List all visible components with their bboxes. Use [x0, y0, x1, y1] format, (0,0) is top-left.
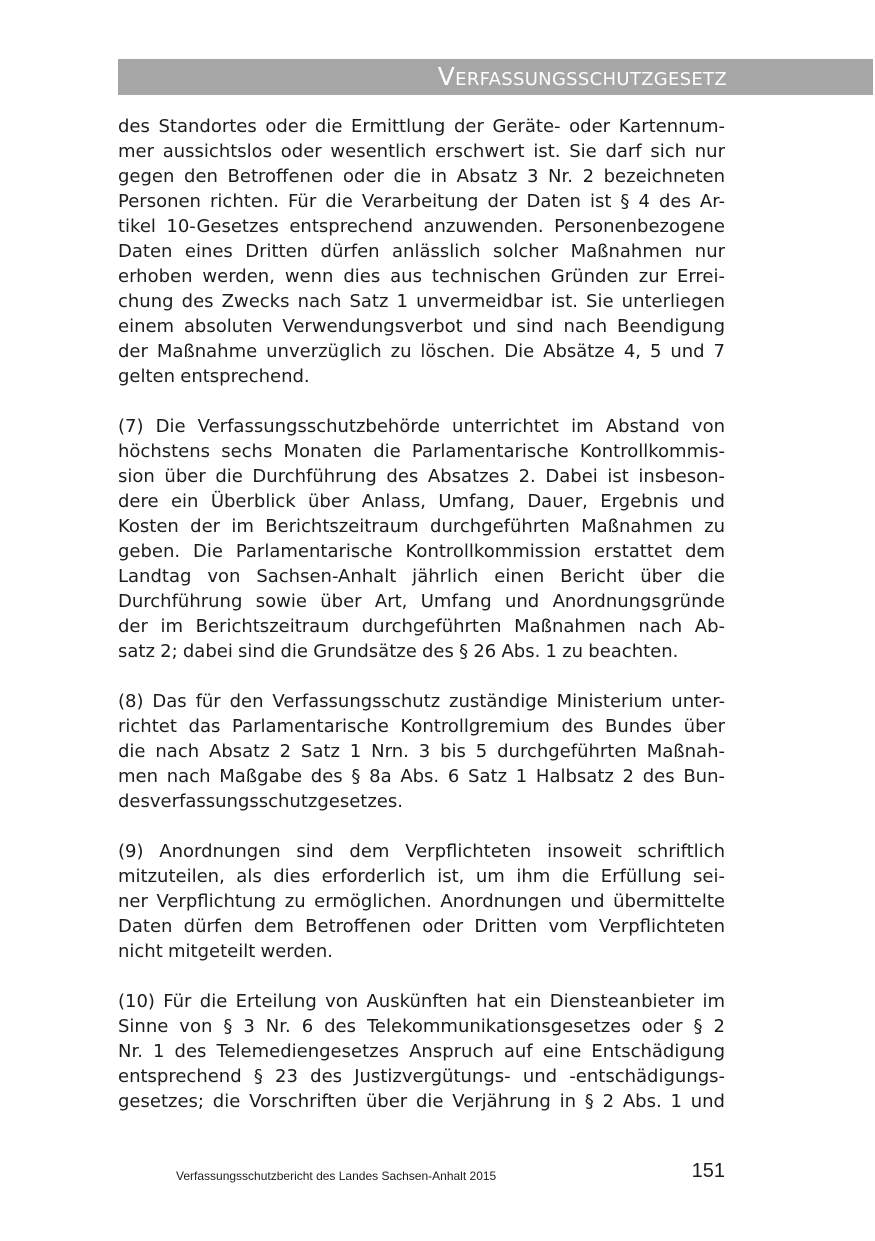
- text-line: Landtag von Sachsen-Anhalt jährlich einen Bericht über die: [118, 566, 725, 587]
- paragraph: [118, 989, 725, 1114]
- text-line: desverfassungsschutzgesetzes.: [118, 791, 403, 812]
- paragraph: [118, 414, 725, 664]
- text-line: richtet das Parlamentarische Kontrollgremium des Bundes über: [118, 716, 725, 737]
- text-line: chung des Zwecks nach Satz 1 unvermeidbar ist. Sie unterliegen: [118, 291, 725, 312]
- text-line: einem absoluten Verwendungsverbot und sind nach Beendigung: [118, 316, 725, 337]
- text-line: höchstens sechs Monaten die Parlamentarische Kontrollkommis-: [118, 441, 725, 462]
- text-line: der Maßnahme unverzüglich zu löschen. Die Absätze 4, 5 und 7: [118, 341, 725, 362]
- text-line: gegen den Betroffenen oder die in Absatz 3 Nr. 2 bezeichneten: [118, 166, 725, 187]
- page-number: 151: [691, 1160, 725, 1182]
- text-line: Personen richten. Für die Verarbeitung der Daten ist § 4 des Ar-: [118, 191, 725, 212]
- text-line: geben. Die Parlamentarische Kontrollkommission erstattet dem: [118, 541, 725, 562]
- text-line: Nr. 1 des Telemediengesetzes Anspruch auf eine Entschädigung: [118, 1041, 725, 1062]
- text-line: ner Verpflichtung zu ermöglichen. Anordnungen und übermittelte: [118, 891, 725, 912]
- text-line: tikel 10-Gesetzes entsprechend anzuwenden. Personenbezogene: [118, 216, 725, 237]
- paragraph: [118, 689, 725, 814]
- text-line: nicht mitgeteilt werden.: [118, 941, 334, 962]
- text-line: Durchführung sowie über Art, Umfang und Anordnungsgründe: [118, 591, 725, 612]
- text-line: Daten eines Dritten dürfen anlässlich solcher Maßnahmen nur: [118, 241, 725, 262]
- text-line: Sinne von § 3 Nr. 6 des Telekommunikationsgesetzes oder § 2: [118, 1016, 725, 1037]
- paragraph: [118, 839, 725, 964]
- document-body: [118, 114, 725, 1139]
- text-line: der im Berichtszeitraum durchgeführten Maßnahmen nach Ab-: [118, 616, 725, 637]
- text-line: die nach Absatz 2 Satz 1 Nrn. 3 bis 5 durchgeführten Maßnah-: [118, 741, 725, 762]
- text-line: (8) Das für den Verfassungsschutz zuständige Ministerium unter-: [118, 691, 725, 712]
- footer-publication-title: Verfassungsschutzbericht des Landes Sachsen-Anhalt 2015: [176, 1169, 497, 1183]
- text-line: entsprechend § 23 des Justizvergütungs- und -entschädigungs-: [118, 1066, 725, 1087]
- text-line: Daten dürfen dem Betroffenen oder Dritten vom Verpflichteten: [118, 916, 725, 937]
- text-line: sion über die Durchführung des Absatzes 2. Dabei ist insbeson-: [118, 466, 725, 487]
- text-line: dere ein Überblick über Anlass, Umfang, Dauer, Ergebnis und: [118, 491, 725, 512]
- text-line: (7) Die Verfassungsschutzbehörde unterrichtet im Abstand von: [118, 416, 725, 437]
- text-line: Kosten der im Berichtszeitraum durchgeführten Maßnahmen zu: [118, 516, 725, 537]
- page-header-title: Verfassungsschutzgesetz: [437, 62, 727, 91]
- text-line: gelten entsprechend.: [118, 366, 310, 387]
- text-line: erhoben werden, wenn dies aus technischen Gründen zur Errei-: [118, 266, 725, 287]
- text-line: gesetzes; die Vorschriften über die Verjährung in § 2 Abs. 1 und: [118, 1091, 725, 1112]
- text-line: des Standortes oder die Ermittlung der Geräte- oder Kartennum-: [118, 116, 725, 137]
- text-line: (9) Anordnungen sind dem Verpflichteten insoweit schriftlich: [118, 841, 725, 862]
- paragraph: [118, 114, 725, 389]
- text-line: men nach Maßgabe des § 8a Abs. 6 Satz 1 Halbsatz 2 des Bun-: [118, 766, 725, 787]
- text-line: satz 2; dabei sind die Grundsätze des § 26 Abs. 1 zu beachten.: [118, 641, 679, 662]
- text-line: (10) Für die Erteilung von Auskünften hat ein Diensteanbieter im: [118, 991, 725, 1012]
- text-line: mer aussichtslos oder wesentlich erschwert ist. Sie darf sich nur: [118, 141, 725, 162]
- text-line: mitzuteilen, als dies erforderlich ist, um ihm die Erfüllung sei-: [118, 866, 725, 887]
